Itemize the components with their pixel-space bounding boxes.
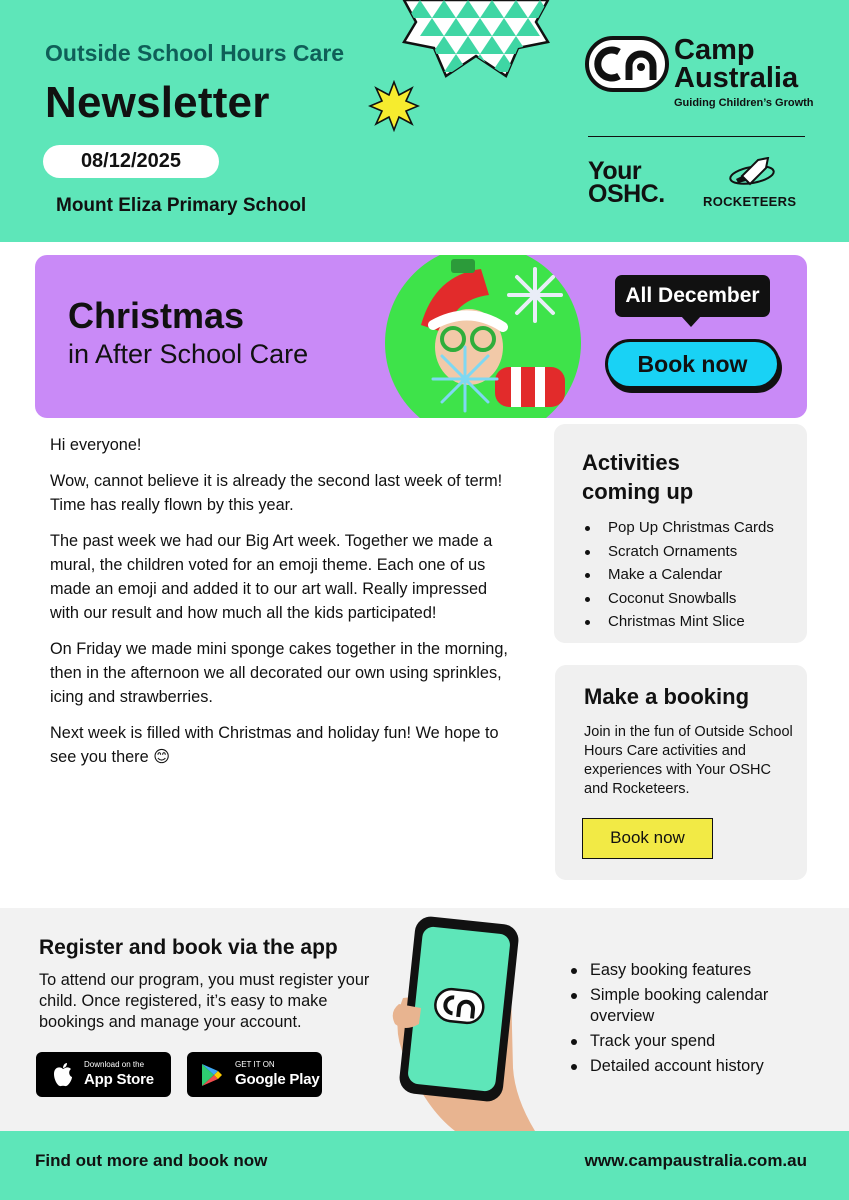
- make-a-booking-panel: [555, 665, 807, 880]
- app-section-description: To attend our program, you must register your child. Once registered, it’s easy to make bookings and manage your account.: [39, 971, 370, 1031]
- paragraph-big-art-week: The past week we had our Big Art week. Together we made a mural, the children voted for an emoji theme. Each one of us made an emoji and added it to our art wall. Really impressed with our result and how much all the kids participated!: [50, 532, 493, 622]
- page-title: Newsletter: [45, 78, 270, 127]
- activities-panel: [554, 424, 807, 643]
- logo-wordmark-australia: Australia: [674, 62, 799, 94]
- list-item: Christmas Mint Slice: [582, 610, 774, 634]
- newsletter-body: [50, 433, 510, 781]
- app-store-label: App Store: [84, 1071, 154, 1088]
- list-item: Make a Calendar: [582, 563, 774, 587]
- footer: [0, 1131, 849, 1200]
- list-item: Easy booking features: [570, 960, 800, 981]
- booking-title: Make a booking: [584, 684, 750, 709]
- google-play-label: Google Play: [235, 1071, 320, 1088]
- your-oshc-logo: [588, 157, 665, 208]
- yellow-burst-decoration: [368, 80, 420, 132]
- logo-divider: [588, 136, 805, 137]
- header-subtitle: Outside School Hours Care: [45, 40, 345, 66]
- list-item: Simple booking calendar overview: [570, 985, 800, 1027]
- school-name: Mount Eliza Primary School: [56, 195, 307, 216]
- activities-list: [582, 516, 774, 634]
- app-section-title: Register and book via the app: [39, 936, 338, 959]
- all-december-badge: All December: [615, 275, 770, 317]
- activities-title-line2: coming up: [582, 479, 694, 504]
- list-item: Pop Up Christmas Cards: [582, 516, 774, 540]
- app-store-button[interactable]: [36, 1052, 171, 1097]
- phone-in-hand-illustration: [385, 908, 555, 1131]
- banner-subtitle: in After School Care: [68, 339, 309, 369]
- date-badge: 08/12/2025: [43, 145, 219, 178]
- list-item: Track your spend: [570, 1031, 800, 1052]
- booking-description: Join in the fun of Outside School Hours Care activities and experiences with Your OSHC and Rocketeers.: [584, 724, 793, 797]
- paragraph-term: Wow, cannot believe it is already the second last week of term! Time has really flown by this year.: [50, 472, 503, 514]
- logo-tagline: Guiding Children’s Growth: [674, 97, 814, 109]
- footer-website-link[interactable]: www.campaustralia.com.au: [584, 1151, 807, 1170]
- paragraph-next-week: Next week is filled with Christmas and holiday fun! We hope to see you there 😊: [50, 724, 499, 766]
- christmas-promo-banner: [35, 255, 807, 418]
- app-features-list: [570, 960, 800, 1081]
- rocketeers-logo-text: ROCKETEERS: [703, 194, 797, 209]
- apple-icon: [51, 1062, 75, 1088]
- your-oshc-line2: OSHC.: [588, 180, 665, 208]
- activities-title: [582, 448, 693, 506]
- footer-cta-text: Find out more and book now: [35, 1151, 268, 1170]
- your-oshc-line1: Your: [588, 157, 642, 185]
- book-now-button[interactable]: Book now: [582, 818, 713, 859]
- logo-wordmark-camp: Camp: [674, 34, 755, 66]
- newsletter-header: [0, 0, 849, 242]
- list-item: Detailed account history: [570, 1056, 800, 1077]
- banner-book-now-button[interactable]: Book now: [605, 339, 780, 389]
- activities-title-line1: Activities: [582, 450, 680, 475]
- paragraph-sponge-cakes: On Friday we made mini sponge cakes together in the morning, then in the afternoon we all decorated our own using sprinkles, icing and strawberries.: [50, 640, 508, 706]
- paragraph-greeting: Hi everyone!: [50, 436, 142, 454]
- triangle-star-decoration: [398, 0, 554, 84]
- camp-australia-logo-icon: [585, 36, 669, 92]
- rocket-icon: [728, 157, 776, 189]
- list-item: Coconut Snowballs: [582, 587, 774, 611]
- google-play-button[interactable]: [187, 1052, 322, 1097]
- google-play-small-text: GET IT ON: [235, 1060, 275, 1069]
- list-item: Scratch Ornaments: [582, 540, 774, 564]
- banner-title: Christmas: [68, 295, 245, 336]
- app-store-small-text: Download on the: [84, 1060, 145, 1069]
- christmas-child-photo: [385, 255, 581, 418]
- app-section: [0, 908, 849, 1131]
- google-play-icon: [201, 1063, 223, 1087]
- badge-tail: [681, 316, 701, 327]
